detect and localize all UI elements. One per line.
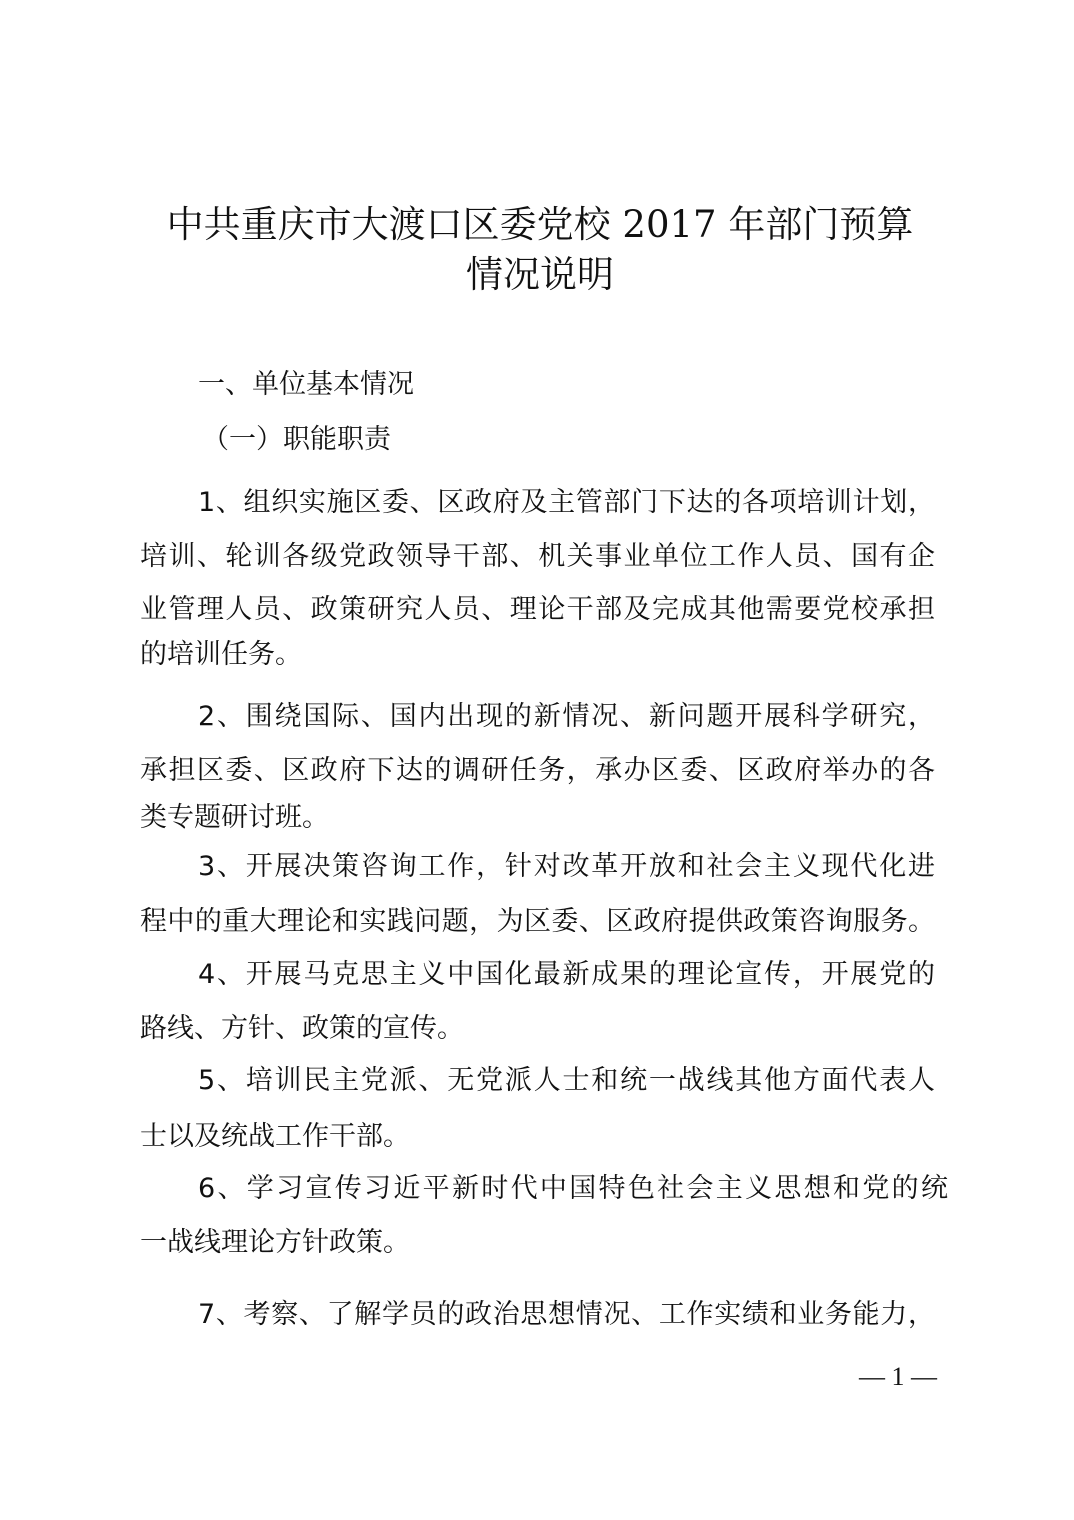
text-line: 类专题研讨班。 [140,802,329,833]
text-line: 3、开展决策咨询工作，针对改革开放和社会主义现代化进 [198,851,935,882]
text-line: 承担区委、区政府下达的调研任务，承办区委、区政府举办的各 [140,755,935,786]
text-line: 2、围绕国际、国内出现的新情况、新问题开展科学研究， [198,701,935,732]
title-line-2: 情况说明 [466,253,614,296]
text-line: 1、组织实施区委、区政府及主管部门下达的各项培训计划， [198,487,935,518]
text-line: 业管理人员、政策研究人员、理论干部及完成其他需要党校承担 [140,594,935,625]
text-line: 5、培训民主党派、无党派人士和统一战线其他方面代表人 [198,1065,935,1096]
page-number: — 1 — [859,1362,937,1391]
text-line: 程中的重大理论和实践问题，为区委、区政府提供政策咨询服务。 [140,906,935,937]
text-line: 一战线理论方针政策。 [140,1227,410,1258]
subsection-heading: （一）职能职责 [202,424,391,455]
text-line: 6、学习宣传习近平新时代中国特色社会主义思想和党的统 [198,1173,948,1204]
text-line: 路线、方针、政策的宣传。 [140,1013,464,1044]
text-line: 的培训任务。 [140,639,302,670]
text-line: 培训、轮训各级党政领导干部、机关事业单位工作人员、国有企 [140,541,935,572]
text-line: 4、开展马克思主义中国化最新成果的理论宣传，开展党的 [198,959,935,990]
text-line: 士以及统战工作干部。 [140,1121,410,1152]
section-heading: 一、单位基本情况 [198,369,414,400]
text-line: 7、考察、了解学员的政治思想情况、工作实绩和业务能力， [198,1299,935,1330]
title-line-1: 中共重庆市大渡口区委党校 2017 年部门预算 [166,203,914,246]
